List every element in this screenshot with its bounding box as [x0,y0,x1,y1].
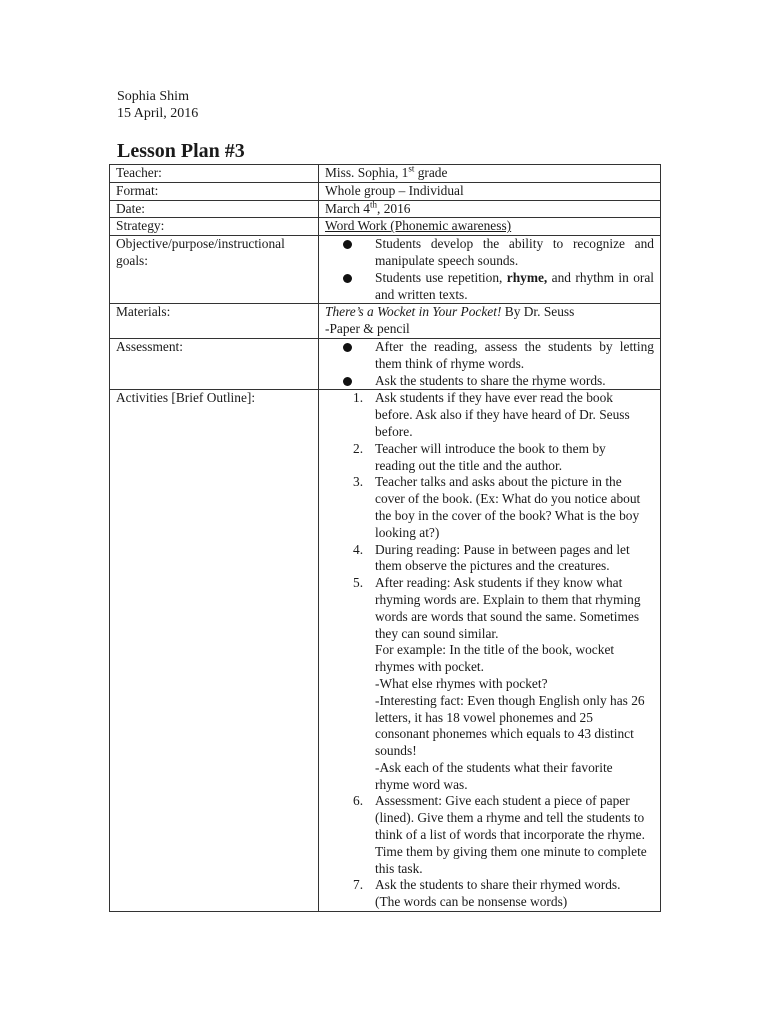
activity-subline: -Ask each of the students what their favorite rhyme word was. [375,759,613,792]
list-item [325,373,654,390]
list-item [325,575,654,793]
format-label: Format: [110,182,319,200]
list-item [325,236,654,270]
assessment-label: Assessment: [110,338,319,389]
row-strategy [110,218,661,236]
date-label: Date: [110,200,319,218]
author-block [117,88,198,122]
date-value-main: March 4 [325,200,370,216]
row-activities [110,390,661,912]
row-format [110,182,661,200]
activities-list [325,390,654,911]
row-materials [110,304,661,339]
item-number: 3. [353,474,364,490]
activity-subline: -Interesting fact: Even though English only has 26 letters, it has 18 vowel phonemes and 25 consonant phonemes which equals to 43 distinct sounds! [375,692,645,759]
bullet-icon [343,343,352,352]
teacher-value-main: Miss. Sophia, 1 [325,165,409,180]
activity-text: After reading: Ask students if they know what rhyming words are. Explain to them that rhyming words are words that sound the same. Sometimes they can sound similar. [375,575,641,641]
strategy-label: Strategy: [110,218,319,236]
row-date [110,200,661,218]
objective-label: Objective/purpose/instructional goals: [110,236,319,304]
assessment-list [325,339,654,389]
item-number: 5. [353,575,364,591]
date-value [319,200,661,218]
teacher-value-tail: grade [414,165,448,180]
activity-text: During reading: Pause in between pages and let them observe the pictures and the creatures. [375,541,630,574]
materials-label: Materials: [110,304,319,339]
activity-text: Teacher talks and asks about the picture in the cover of the book. (Ex: What do you notice about the boy in the cover of the book? What is the boy looking at?) [375,474,641,540]
list-item [325,441,654,475]
lesson-plan-table [109,164,661,912]
bullet-icon [343,274,352,283]
page-title: Lesson Plan #3 [117,140,245,162]
document-date: 15 April, 2016 [117,106,199,121]
item-number: 1. [353,390,364,406]
activity-subline: -What else rhymes with pocket? [375,675,548,691]
materials-line-1 [325,304,654,321]
format-value: Whole group – Individual [319,182,661,200]
item-number: 6. [353,793,364,809]
activity-subline: For example: In the title of the book, wocket rhymes with pocket. [375,642,615,675]
activity-text: Ask students if they have ever read the book before. Ask also if they have heard of Dr. Seuss before. [375,390,630,439]
bullet-icon [343,377,352,386]
list-item [325,877,654,911]
activity-text: Assessment: Give each student a piece of paper (lined). Give them a rhyme and tell the students to think of a list of words that incorporate the rhyme. Time them by giving them one minute to complete this task. [375,793,647,876]
activity-text: Ask the students to share their rhymed words. (The words can be nonsense words) [375,877,621,910]
item-number: 4. [353,541,364,557]
teacher-value-sup: st [408,163,415,174]
book-title: There’s a Wocket in Your Pocket! [325,304,502,320]
bullet-icon [343,240,352,249]
list-item [325,542,654,576]
list-item [325,474,654,541]
list-item [325,793,654,877]
assessment-bullet-1: After the reading, assess the students by letting them think of rhyme words. [375,338,654,371]
assessment-bullet-2: Ask the students to share the rhyme words. [375,372,606,388]
strategy-value: Word Work (Phonemic awareness) [325,218,512,234]
row-teacher [110,165,661,183]
row-assessment [110,338,661,389]
objective-bullet-1: Students develop the ability to recognize and manipulate speech sounds. [375,236,654,268]
teacher-value [319,165,661,183]
objective-bullet-2-bold: rhyme, [506,269,548,285]
row-objective [110,236,661,304]
materials-line-2: -Paper & pencil [325,321,410,337]
activities-label: Activities [Brief Outline]: [110,390,319,912]
date-value-sup: th [370,199,378,210]
book-author: By Dr. Seuss [501,304,575,320]
author-name: Sophia Shim [117,89,189,104]
item-number: 7. [353,877,364,893]
list-item [325,390,654,440]
activity-text: Teacher will introduce the book to them by reading out the title and the author. [375,440,606,473]
list-item [325,339,654,373]
list-item [325,270,654,304]
objective-bullet-2-pre: Students use repetition, [375,269,507,285]
objective-bullet-2-post: and rhythm in oral and written texts. [375,269,655,302]
objective-list [325,236,654,303]
item-number: 2. [353,440,364,456]
teacher-label: Teacher: [110,165,319,183]
date-value-tail: , 2016 [377,200,411,216]
